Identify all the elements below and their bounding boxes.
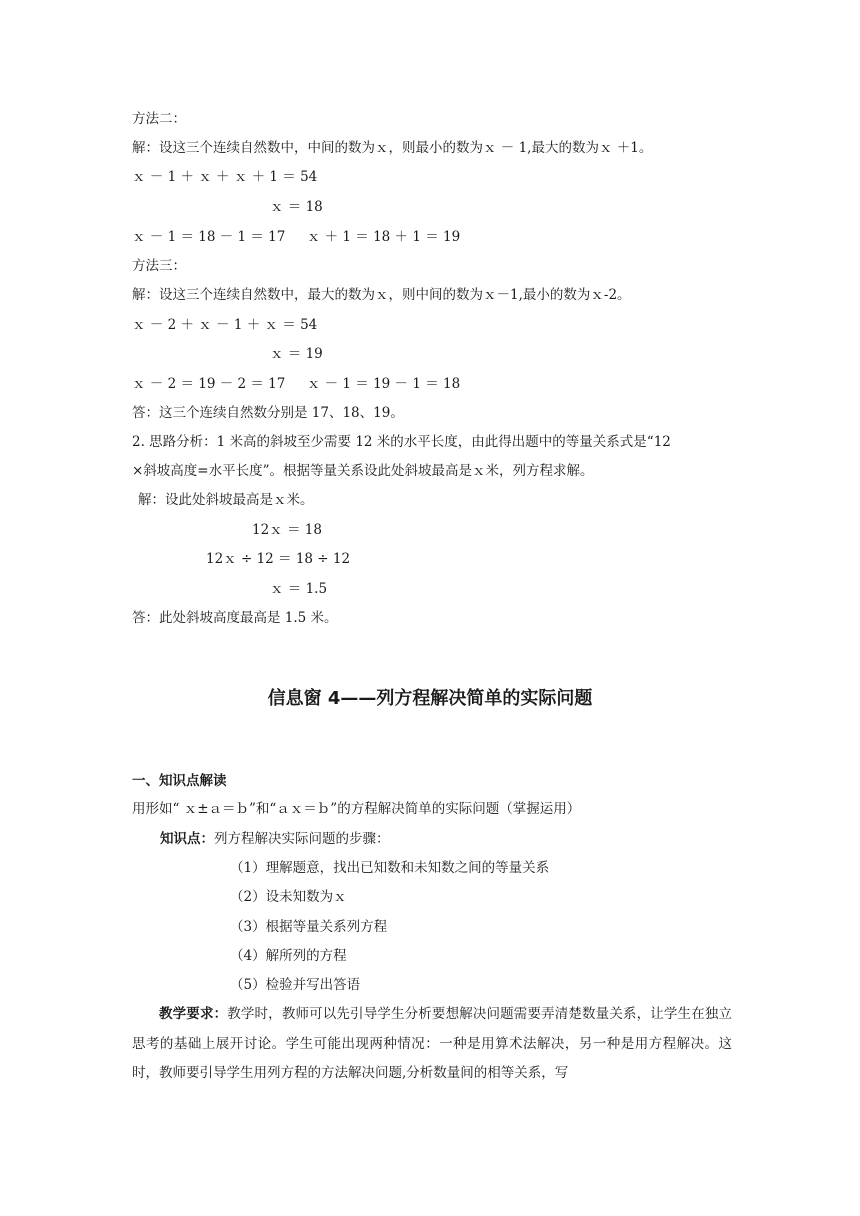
part1-intro: 用形如“ ｘ±ａ＝ｂ”和“ａｘ＝ｂ”的方程解决简单的实际问题（掌握运用）: [132, 801, 581, 817]
method2-setup: 解：设这三个连续自然数中，中间的数为ｘ，则最小的数为ｘ － 1,最大的数为ｘ ＋1。: [132, 140, 653, 156]
method2-equation-2: ｘ ＝ 18: [270, 199, 323, 215]
step-item: （2）设未知数为ｘ: [230, 889, 347, 905]
step-item: （1）理解题意，找出已知数和未知数之间的等量关系: [230, 860, 550, 876]
method3-setup: 解：设这三个连续自然数中，最大的数为ｘ，则中间的数为ｘ－1,最小的数为ｘ-2。: [132, 287, 631, 303]
knowledge-point-label: 知识点：: [160, 831, 214, 847]
answer-1: 答：这三个连续自然数分别是 17、18、19。: [132, 405, 404, 421]
problem2-setup: 解：设此处斜坡最高是ｘ米。: [138, 492, 314, 508]
knowledge-point: [160, 829, 390, 849]
problem2-equation-1: 12ｘ ＝ 18: [252, 522, 322, 538]
step-item: （5）检验并写出答语: [230, 977, 361, 993]
method2-equation-1: ｘ － 1 ＋ ｘ ＋ ｘ ＋ 1 ＝ 54: [132, 169, 318, 185]
problem2-equation-3: ｘ ＝ 1.5: [270, 581, 328, 597]
step-item: （4）解所列的方程: [230, 948, 347, 964]
method3-equation-2: ｘ ＝ 19: [270, 346, 323, 362]
knowledge-point-text: 列方程解决实际问题的步骤：: [214, 831, 390, 847]
teaching-requirements: [132, 1000, 732, 1089]
method3-heading: 方法三：: [132, 258, 186, 274]
method2-heading: 方法二：: [132, 111, 186, 127]
step-item: （3）根据等量关系列方程: [230, 919, 388, 935]
teaching-requirements-text: 教学时，教师可以先引导学生分析要想解决问题需要弄清楚数量关系，让学生在独立思考的基础上展开讨论。学生可能出现两种情况：一种是用算术法解决，另一种是用方程解决。这时，教师要引导学生用列方程的方法解决问题,分析数量间的相等关系，写: [132, 1006, 733, 1081]
method3-equation-1: ｘ － 2 ＋ ｘ － 1 ＋ ｘ ＝ 54: [132, 317, 318, 333]
method2-equation-3: ｘ － 1 ＝ 18 － 1 ＝ 17 ｘ ＋ 1 ＝ 18 ＋ 1 ＝ 19: [132, 229, 461, 245]
teaching-requirements-label: 教学要求：: [159, 1006, 228, 1022]
part1-heading: 一、知识点解读: [132, 773, 227, 789]
problem2-analysis-line2: ×斜坡高度=水平长度”。根据等量关系设此处斜坡最高是ｘ米，列方程求解。: [132, 463, 594, 479]
method3-equation-3: ｘ － 2 ＝ 19 － 2 ＝ 17 ｘ － 1 ＝ 19 － 1 ＝ 18: [132, 376, 461, 392]
problem2-answer: 答：此处斜坡高度最高是 1.5 米。: [132, 610, 338, 626]
problem2-equation-2: 12ｘ ÷ 12 ＝ 18 ÷ 12: [206, 551, 351, 567]
section-title: 信息窗 4——列方程解决简单的实际问题: [267, 688, 593, 709]
problem2-analysis-line1: 2. 思路分析：1 米高的斜坡至少需要 12 米的水平长度，由此得出题中的等量关系式是“12: [132, 434, 671, 450]
